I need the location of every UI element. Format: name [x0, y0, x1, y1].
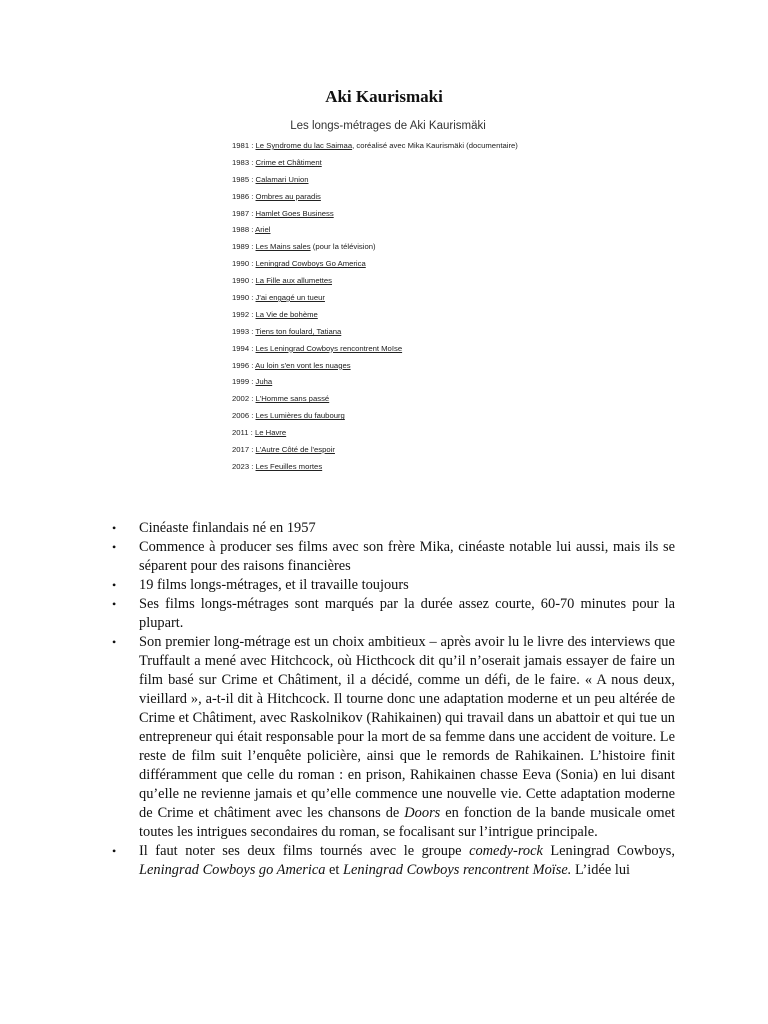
list-item — [112, 538, 675, 576]
note-italic: Leningrad Cowboys go America — [139, 862, 326, 878]
note-text: Ses films longs-métrages sont marqués par la durée assez courte, 60-70 minutes pour la plupart. — [139, 596, 675, 631]
note-italic: Leningrad Cowboys rencontrent Moïse. — [343, 862, 572, 878]
list-item — [112, 576, 675, 595]
film-year: 1993 : — [232, 326, 254, 336]
film-entry — [232, 341, 548, 358]
note-text: Leningrad Cowboys, — [542, 843, 675, 859]
film-entry — [232, 273, 548, 290]
film-year: 1994 : — [232, 343, 254, 353]
note-text: Commence à producer ses films avec son frère Mika, cinéaste notable lui aussi, mais ils se séparent pour des raisons financières — [139, 539, 675, 574]
film-entry — [232, 155, 548, 172]
film-year: 1986 : — [232, 191, 254, 201]
film-entry — [232, 442, 548, 459]
note-text: 19 films longs-métrages, et il travaille toujours — [139, 577, 409, 593]
film-title-link[interactable]: Au loin s'en vont les nuages — [255, 360, 351, 370]
film-title-link[interactable]: Le Syndrome du lac Saimaa — [255, 141, 353, 150]
film-year: 2023 : — [232, 461, 254, 471]
bullet-icon: • — [112, 597, 117, 611]
list-item — [112, 595, 675, 633]
list-item — [112, 633, 675, 842]
film-year: 2002 : — [232, 394, 254, 404]
film-entry — [232, 324, 548, 341]
film-year: 2011 : — [232, 428, 253, 438]
film-title-link[interactable]: La Vie de bohème — [255, 309, 318, 319]
film-entry — [232, 138, 548, 155]
film-entry — [232, 239, 548, 256]
film-title-link[interactable]: Les Mains sales — [255, 242, 311, 252]
filmography-image — [228, 116, 548, 476]
film-list — [228, 138, 548, 476]
film-year: 1981 : — [232, 141, 254, 150]
film-title-link[interactable]: Tiens ton foulard, Tatiana — [255, 326, 342, 336]
film-year: 1985 : — [232, 174, 254, 184]
film-title-link[interactable]: Crime et Châtiment — [255, 157, 322, 167]
film-entry — [232, 189, 548, 206]
note-text: Il faut noter ses deux films tournés avec le groupe — [139, 843, 470, 859]
film-note: , coréalisé avec Mika Kaurismäki (documentaire) — [352, 141, 518, 150]
film-title-link[interactable]: Leningrad Cowboys Go America — [255, 259, 366, 269]
note-italic: Doors — [404, 805, 441, 821]
film-title-link[interactable]: Calamari Union — [255, 174, 309, 184]
film-year: 1987 : — [232, 208, 254, 218]
film-year: 2017 : — [232, 445, 254, 455]
note-text: en fonction de la bande musicale omet toutes les intrigues secondaires du roman, se focalisant sur l’intrigue principale. — [139, 805, 675, 840]
film-year: 1996 : — [232, 360, 254, 370]
bullet-icon: • — [112, 635, 117, 649]
film-title-link[interactable]: Juha — [255, 377, 273, 387]
film-year: 1983 : — [232, 157, 254, 167]
film-entry — [232, 222, 548, 239]
film-title-link[interactable]: Hamlet Goes Business — [255, 208, 334, 218]
film-title-link[interactable]: Le Havre — [254, 428, 287, 438]
filmography-heading: Les longs-métrages de Aki Kaurismäki — [290, 120, 486, 132]
film-title-link[interactable]: Ariel — [255, 225, 271, 235]
film-title-link[interactable]: J'ai engagé un tueur — [255, 293, 325, 303]
film-year: 2006 : — [232, 411, 254, 421]
film-entry — [232, 290, 548, 307]
film-entry — [232, 391, 548, 408]
film-entry — [232, 358, 548, 375]
note-italic: comedy-rock — [469, 843, 543, 859]
film-entry — [232, 256, 548, 273]
film-year: 1990 : — [232, 276, 254, 286]
film-entry — [232, 459, 548, 476]
film-note: (pour la télévision) — [310, 242, 376, 252]
film-year: 1989 : — [232, 242, 254, 252]
film-title-link[interactable]: Ombres au paradis — [255, 191, 321, 201]
film-title-link[interactable]: La Fille aux allumettes — [255, 276, 333, 286]
bullet-icon: • — [112, 540, 117, 554]
film-title-link[interactable]: Les Feuilles mortes — [255, 461, 323, 471]
film-title-link[interactable]: L'Homme sans passé — [255, 394, 330, 404]
film-title-link[interactable]: Les Leningrad Cowboys rencontrent Moïse — [255, 343, 403, 353]
bullet-icon: • — [112, 521, 117, 535]
film-year: 1999 : — [232, 377, 254, 387]
film-year: 1990 : — [232, 293, 254, 303]
list-item — [112, 842, 675, 880]
note-text: Cinéaste finlandais né en 1957 — [139, 520, 316, 536]
notes-list — [112, 519, 675, 880]
page-title: Aki Kaurismaki — [325, 87, 443, 106]
film-year: 1988 : — [232, 225, 254, 235]
film-entry — [232, 172, 548, 189]
film-title-link[interactable]: L'Autre Côté de l'espoir — [255, 445, 335, 455]
note-text: et — [325, 862, 344, 878]
film-entry — [232, 408, 548, 425]
film-entry — [232, 374, 548, 391]
list-item — [112, 519, 675, 538]
film-year: 1992 : — [232, 309, 254, 319]
film-entry — [232, 206, 548, 223]
bullet-icon: • — [112, 844, 117, 858]
film-title-link[interactable]: Les Lumières du faubourg — [255, 411, 345, 421]
film-entry — [232, 307, 548, 324]
note-text: Son premier long-métrage est un choix ambitieux – après avoir lu le livre des interviews que Truffault a mené avec Hitchcock, où Hicthcock dit qu’il n’oserait jamais essayer de faire un film basé sur Crime et Châtiment, il a décidé, comme un défi, de le faire. « A nous deux, vieillard », a-t-il dit à Hitchcock. Il tourne donc une adaptation moderne et un peu altérée de Crime et Châtiment, avec Raskolnikov (Rahikainen) qui travail dans un abattoir et qui tue un entrepreneur qui était responsable pour la mort de sa femme dans une accident de voiture. Le reste de film suit l’enquête policière, ainsi que le remords de Rahikainen. L’histoire finit différamment que celle du roman : en prison, Rahikainen chasse Eeva (Sonia) en lui disant qu’elle ne revienne jamais et qu’elle commence une nouvelle vie. Cette adaptation moderne de Crime et châtiment avec les chansons de — [139, 634, 675, 821]
bullet-icon: • — [112, 578, 117, 592]
film-entry — [232, 425, 548, 442]
film-year: 1990 : — [232, 259, 254, 269]
note-text: L’idée lui — [571, 862, 631, 878]
